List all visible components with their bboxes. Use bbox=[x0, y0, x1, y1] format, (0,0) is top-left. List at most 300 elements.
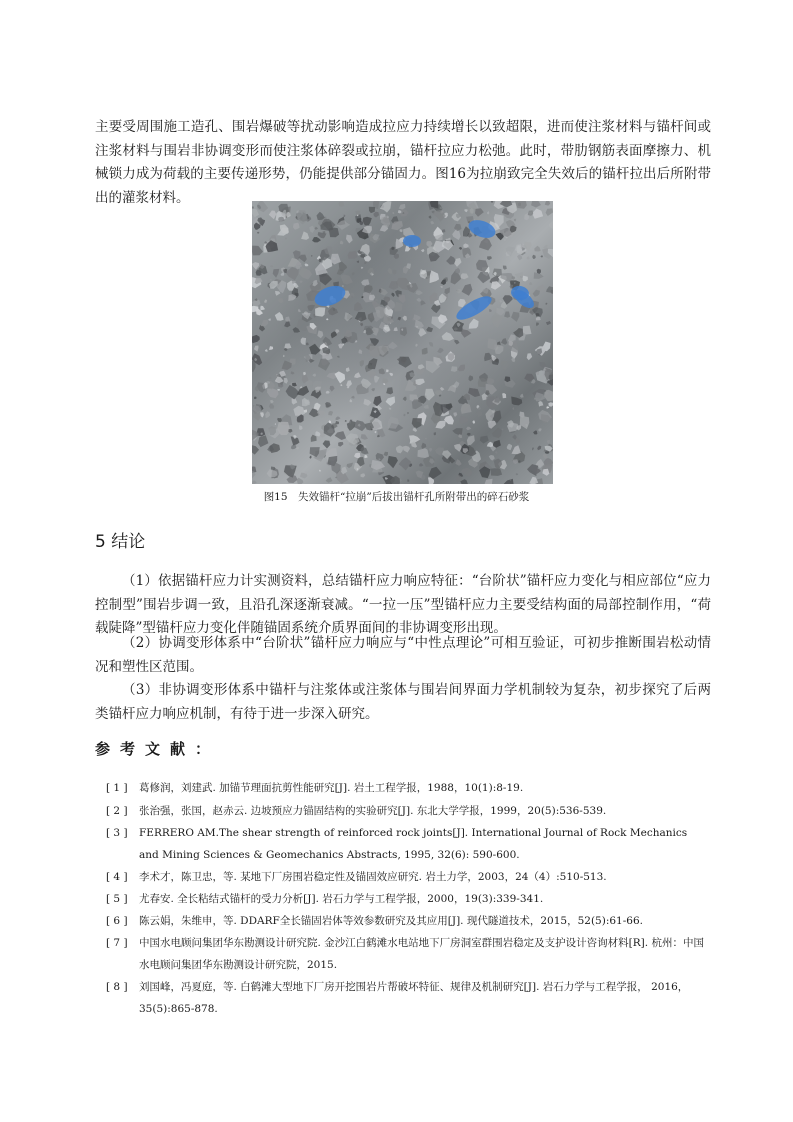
rock-fragment bbox=[461, 329, 471, 338]
rock-fragment bbox=[315, 307, 325, 316]
rock-fragment bbox=[431, 221, 435, 225]
rock-fragment bbox=[487, 442, 494, 447]
rock-fragment bbox=[273, 269, 280, 278]
reference-number: [ 1 ] bbox=[106, 782, 128, 794]
rock-fragment bbox=[511, 397, 522, 406]
rock-fragment bbox=[415, 320, 424, 330]
rock-fragment bbox=[442, 229, 445, 232]
rock-fragment bbox=[511, 312, 519, 322]
rock-fragment bbox=[269, 281, 278, 289]
rock-fragment bbox=[340, 241, 344, 245]
rock-fragment bbox=[339, 262, 347, 272]
rock-fragment bbox=[338, 343, 343, 348]
rock-fragment bbox=[296, 447, 299, 450]
rock-fragment bbox=[422, 348, 428, 355]
rock-fragment bbox=[425, 438, 427, 440]
rock-fragment bbox=[346, 367, 350, 372]
rock-fragment bbox=[311, 435, 317, 442]
rock-fragment bbox=[355, 312, 367, 322]
rock-fragment bbox=[513, 459, 519, 464]
rock-fragment bbox=[514, 219, 516, 222]
rock-fragment bbox=[452, 381, 459, 388]
rock-fragment bbox=[315, 227, 319, 230]
rock-fragment bbox=[503, 266, 507, 270]
rock-fragment bbox=[538, 401, 543, 407]
rock-fragment bbox=[344, 312, 352, 321]
rock-fragment bbox=[364, 285, 373, 294]
rock-fragment bbox=[454, 340, 459, 345]
rock-fragment bbox=[502, 283, 506, 288]
rock-fragment bbox=[386, 387, 393, 394]
rock-fragment bbox=[523, 276, 528, 282]
rock-fragment bbox=[541, 255, 544, 257]
rock-fragment bbox=[348, 251, 358, 259]
rock-fragment bbox=[259, 325, 265, 331]
rock-fragment bbox=[255, 386, 260, 392]
rock-fragment bbox=[428, 215, 431, 218]
rock-fragment bbox=[360, 360, 365, 366]
rock-fragment bbox=[533, 290, 540, 297]
rock-fragment bbox=[269, 235, 277, 242]
rock-fragment bbox=[351, 396, 354, 399]
rock-fragment bbox=[487, 378, 494, 384]
reference-item bbox=[106, 888, 710, 910]
rock-fragment bbox=[520, 416, 530, 430]
rock-fragment bbox=[346, 235, 353, 244]
rock-fragment bbox=[340, 384, 342, 386]
rock-fragment bbox=[361, 267, 364, 269]
rock-fragment bbox=[369, 295, 375, 301]
rock-fragment bbox=[533, 431, 537, 435]
rock-fragment bbox=[503, 479, 514, 484]
rock-fragment bbox=[531, 201, 541, 208]
rock-fragment bbox=[393, 270, 397, 275]
rock-fragment bbox=[326, 477, 333, 483]
rock-fragment bbox=[361, 473, 366, 477]
rock-fragment bbox=[350, 399, 353, 402]
rock-fragment bbox=[537, 446, 541, 451]
rock-fragment bbox=[360, 447, 368, 454]
rock-fragment bbox=[399, 294, 406, 303]
rock-fragment bbox=[489, 309, 492, 312]
rock-fragment bbox=[420, 269, 428, 279]
rock-fragment bbox=[412, 418, 422, 429]
rock-fragment bbox=[344, 329, 352, 337]
rock-fragment bbox=[435, 390, 443, 396]
rock-fragment bbox=[421, 443, 426, 449]
rock-fragment bbox=[475, 208, 484, 217]
rock-fragment bbox=[309, 372, 311, 374]
rock-fragment bbox=[354, 372, 361, 378]
rock-fragment bbox=[546, 321, 551, 325]
rock-fragment bbox=[546, 208, 553, 216]
rock-fragment bbox=[463, 243, 468, 248]
rock-fragment bbox=[420, 300, 425, 305]
rock-fragment bbox=[535, 392, 545, 401]
rock-fragment bbox=[363, 217, 372, 226]
rock-fragment bbox=[473, 420, 476, 424]
rock-fragment bbox=[536, 322, 539, 326]
rock-fragment bbox=[549, 221, 553, 229]
rock-fragment bbox=[269, 211, 277, 220]
rock-fragment bbox=[338, 442, 343, 447]
rock-fragment bbox=[480, 436, 489, 444]
rock-fragment bbox=[326, 318, 328, 320]
rock-fragment bbox=[416, 291, 424, 296]
rock-fragment bbox=[399, 457, 411, 470]
rock-fragment bbox=[444, 415, 454, 424]
rock-fragment bbox=[252, 335, 260, 343]
rock-fragment bbox=[252, 481, 257, 484]
rock-fragment bbox=[318, 359, 330, 371]
reference-item bbox=[106, 866, 710, 888]
rock-fragment bbox=[384, 452, 389, 456]
rock-fragment bbox=[277, 418, 282, 422]
rock-fragment bbox=[326, 391, 330, 394]
rock-fragment bbox=[517, 255, 522, 261]
rock-fragment bbox=[285, 238, 287, 240]
rock-fragment bbox=[502, 393, 506, 398]
rock-fragment bbox=[423, 405, 429, 409]
rock-fragment bbox=[302, 398, 310, 406]
rock-fragment bbox=[477, 272, 490, 283]
rock-fragment bbox=[400, 327, 407, 336]
references-heading: 参考文献： bbox=[95, 740, 221, 758]
reference-text: 李术才，陈卫忠，等. 某地下厂房围岩稳定性及锚固效应研究. 岩土力学，2003，24（4）:510-513. bbox=[139, 871, 607, 883]
rock-fragment bbox=[380, 288, 388, 296]
rock-fragment bbox=[490, 468, 502, 476]
rock-fragment bbox=[299, 425, 303, 430]
rock-fragment bbox=[546, 303, 548, 305]
rock-fragment bbox=[529, 477, 538, 484]
rock-fragment bbox=[264, 299, 267, 303]
reference-number: [ 3 ] bbox=[106, 827, 128, 839]
rock-fragment bbox=[407, 479, 409, 482]
rock-fragment bbox=[284, 343, 291, 348]
rock-fragment bbox=[400, 229, 403, 232]
rock-fragment bbox=[309, 226, 314, 233]
rock-fragment bbox=[347, 463, 354, 469]
rock-fragment bbox=[309, 344, 320, 355]
rock-fragment bbox=[386, 396, 396, 406]
rock-fragment bbox=[415, 344, 417, 347]
rock-fragment bbox=[254, 346, 259, 352]
rock-fragment bbox=[330, 254, 341, 265]
reference-item bbox=[106, 976, 710, 1020]
rock-fragment bbox=[502, 428, 504, 430]
rock-fragment bbox=[426, 327, 433, 332]
rock-fragment bbox=[319, 259, 322, 263]
rock-fragment bbox=[318, 232, 327, 238]
rock-fragment bbox=[252, 262, 259, 269]
rock-fragment bbox=[345, 420, 347, 422]
rock-fragment bbox=[501, 338, 507, 345]
rock-fragment bbox=[297, 386, 309, 396]
rock-fragment bbox=[346, 380, 352, 387]
rock-fragment bbox=[485, 479, 493, 484]
rock-fragment bbox=[286, 385, 300, 400]
rock-fragment bbox=[529, 282, 532, 285]
rock-fragment bbox=[269, 377, 271, 379]
rock-fragment bbox=[347, 386, 350, 388]
rock-fragment bbox=[328, 411, 333, 416]
rock-fragment bbox=[301, 338, 307, 346]
rock-fragment bbox=[291, 371, 295, 374]
rock-fragment bbox=[288, 429, 292, 433]
reference-text: 尤春安. 全长粘结式锚杆的受力分析[J]. 岩石力学与工程学报，2000，19(3):339-341. bbox=[139, 893, 544, 905]
rock-fragment bbox=[429, 252, 440, 262]
rock-fragment bbox=[388, 456, 398, 468]
reference-number: [ 4 ] bbox=[106, 871, 128, 883]
rock-fragment bbox=[270, 400, 274, 404]
rock-fragment bbox=[454, 224, 462, 231]
rock-fragment bbox=[319, 470, 321, 472]
rock-fragment bbox=[441, 279, 446, 285]
rock-fragment bbox=[458, 365, 466, 372]
rock-fragment bbox=[342, 285, 344, 287]
rock-fragment bbox=[512, 445, 521, 454]
rock-fragment bbox=[451, 366, 457, 372]
rock-fragment bbox=[547, 440, 550, 444]
rock-fragment bbox=[402, 316, 407, 321]
rock-fragment bbox=[260, 306, 265, 311]
rock-fragment bbox=[323, 440, 331, 448]
rock-fragment bbox=[284, 378, 288, 384]
rock-fragment bbox=[319, 274, 332, 286]
rock-fragment bbox=[369, 207, 375, 213]
rock-fragment bbox=[299, 267, 312, 280]
rock-fragment bbox=[396, 445, 404, 453]
rock-fragment bbox=[492, 427, 502, 438]
rock-fragment bbox=[527, 353, 533, 360]
rock-fragment bbox=[317, 411, 325, 418]
reference-text: 中国水电顾问集团华东勘测设计研究院. 金沙江白鹤滩水电站地下厂房洞室群围岩稳定及支护设计咨询材料[R]. 杭州：中国水电顾问集团华东勘测设计研究院，2015. bbox=[139, 937, 704, 971]
rock-fragment bbox=[343, 214, 345, 217]
rock-fragment bbox=[491, 281, 501, 290]
rock-fragment bbox=[458, 434, 462, 438]
rock-fragment bbox=[542, 454, 548, 459]
rock-fragment bbox=[329, 420, 332, 423]
rock-fragment bbox=[416, 298, 421, 302]
rock-fragment bbox=[515, 201, 527, 209]
rock-fragment bbox=[317, 330, 323, 338]
rock-fragment bbox=[444, 287, 450, 294]
conclusion-1: （1）依据锚杆应力计实测资料，总结锚杆应力响应特征：“台阶状”锚杆应力变化与相应部位“应力控制型”围岩步调一致，且沿孔深逐渐衰减。“一拉一压”型锚杆应力主要受结构面的局部控制作用，“荷载陡降”型锚杆应力变化伴随锚固系统介质界面间的非协调变形出现。 bbox=[95, 573, 711, 636]
rock-fragment bbox=[430, 270, 440, 283]
rock-fragment bbox=[394, 327, 398, 331]
rock-fragment bbox=[252, 246, 263, 256]
rock-fragment bbox=[468, 388, 480, 397]
rock-fragment bbox=[340, 274, 353, 284]
rock-fragment bbox=[538, 428, 541, 432]
reference-number: [ 6 ] bbox=[106, 915, 128, 927]
rock-fragment bbox=[466, 427, 471, 431]
conclusion-2: （2）协调变形体系中“台阶状”锚杆应力响应与“中性点理论”可相互验证，可初步推断围岩松动情况和塑性区范围。 bbox=[95, 635, 711, 675]
rock-fragment bbox=[429, 342, 433, 347]
rock-fragment bbox=[527, 256, 530, 259]
rock-fragment bbox=[534, 246, 540, 252]
rock-fragment bbox=[520, 394, 524, 398]
rock-fragment bbox=[469, 319, 479, 329]
rock-fragment bbox=[452, 428, 462, 435]
rock-fragment bbox=[328, 307, 338, 315]
rock-fragment bbox=[403, 414, 405, 417]
rock-fragment bbox=[456, 289, 461, 294]
rock-fragment bbox=[305, 263, 309, 266]
rock-fragment bbox=[467, 435, 475, 445]
rock-fragment bbox=[298, 309, 301, 312]
reference-text: 陈云娟，朱维申，等. DDARF全长锚固岩体等效参数研究及其应用[J]. 现代隧道技术，2015，52(5):61-66. bbox=[139, 915, 643, 927]
rock-fragment bbox=[434, 432, 436, 435]
rock-fragment bbox=[354, 302, 363, 311]
rock-fragment bbox=[454, 258, 461, 267]
rock-fragment bbox=[297, 478, 304, 484]
rock-fragment bbox=[388, 342, 398, 350]
rock-fragment bbox=[452, 229, 460, 240]
rock-fragment bbox=[283, 355, 285, 357]
rock-fragment bbox=[455, 459, 461, 466]
rock-fragment bbox=[293, 406, 305, 416]
rock-fragment bbox=[453, 412, 457, 417]
rock-fragment bbox=[371, 460, 385, 470]
rock-fragment bbox=[352, 272, 355, 275]
rock-fragment bbox=[269, 346, 273, 350]
rock-fragment bbox=[307, 305, 315, 311]
rock-fragment bbox=[278, 298, 284, 303]
rock-fragment bbox=[491, 201, 493, 203]
rock-fragment bbox=[389, 373, 393, 377]
rock-fragment bbox=[287, 475, 298, 483]
rock-fragment bbox=[335, 431, 347, 440]
reference-text: 刘国峰，冯夏庭，等. 白鹤滩大型地下厂房开挖围岩片帮破坏特征、规律及机制研究[J]. 岩石力学与工程学报， 2016，35(5):865-878. bbox=[139, 981, 689, 1015]
figure-caption: 图15 失效锚杆“拉崩”后拔出锚杆孔所附带出的碎石砂浆 bbox=[263, 491, 530, 503]
rock-fragment bbox=[275, 312, 284, 321]
rock-fragment bbox=[489, 455, 495, 461]
rock-fragment bbox=[539, 362, 546, 368]
rock-fragment bbox=[528, 210, 534, 215]
rock-fragment bbox=[358, 349, 362, 354]
rock-fragment bbox=[416, 379, 425, 385]
rock-fragment bbox=[285, 267, 298, 280]
rock-fragment bbox=[304, 410, 307, 413]
rock-fragment bbox=[512, 407, 514, 410]
rock-fragment bbox=[338, 202, 344, 207]
rock-fragment bbox=[397, 317, 401, 321]
rock-fragment bbox=[360, 323, 363, 327]
rock-fragment bbox=[300, 281, 303, 283]
rock-fragment bbox=[305, 471, 308, 473]
rock-fragment bbox=[386, 369, 389, 372]
rock-fragment bbox=[546, 406, 549, 409]
reference-item bbox=[106, 910, 710, 932]
reference-item bbox=[106, 800, 710, 822]
rock-fragment bbox=[374, 431, 376, 433]
rock-fragment bbox=[391, 293, 395, 297]
rock-fragment bbox=[442, 332, 454, 341]
rock-fragment bbox=[461, 403, 472, 414]
rock-fragment bbox=[281, 273, 285, 276]
conclusion-3: （3）非协调变形体系中锚杆与注浆体或注浆体与围岩间界面力学机制较为复杂，初步探究了后两类锚杆应力响应机制，有待于进一步深入研究。 bbox=[95, 682, 711, 722]
rock-fragment bbox=[268, 318, 271, 321]
rock-fragment bbox=[479, 237, 492, 250]
rock-fragment bbox=[313, 340, 318, 343]
rock-fragment bbox=[335, 421, 339, 424]
rock-fragment bbox=[360, 244, 370, 256]
rock-fragment bbox=[440, 286, 442, 288]
rock-fragment bbox=[349, 292, 355, 298]
rock-fragment bbox=[312, 374, 316, 377]
rock-fragment bbox=[357, 261, 360, 263]
figure-rock-mortar-photo bbox=[252, 201, 553, 484]
rock-fragment bbox=[363, 399, 371, 406]
rock-fragment bbox=[389, 408, 392, 410]
rock-fragment bbox=[488, 338, 498, 350]
reference-text: 葛修润，刘建武. 加锚节理面抗剪性能研究[J]. 岩土工程学报，1988，10(1):8-19. bbox=[139, 782, 524, 794]
rock-fragment bbox=[413, 314, 420, 321]
rock-fragment bbox=[311, 255, 313, 257]
rock-fragment bbox=[261, 320, 269, 326]
rock-fragment bbox=[437, 348, 444, 353]
rock-fragment bbox=[364, 261, 367, 264]
rock-fragment bbox=[403, 446, 410, 453]
rock-fragment bbox=[265, 411, 270, 418]
reference-number: [ 2 ] bbox=[106, 805, 128, 817]
rock-fragment bbox=[488, 421, 497, 429]
rock-fragment bbox=[389, 281, 399, 290]
rock-fragment bbox=[257, 232, 259, 234]
rock-fragment bbox=[459, 247, 462, 250]
rock-fragment bbox=[503, 238, 506, 241]
rock-fragment bbox=[293, 223, 300, 230]
rock-fragment bbox=[309, 456, 311, 459]
rock-fragment bbox=[487, 256, 492, 260]
rock-fragment bbox=[519, 230, 525, 236]
rock-fragment bbox=[373, 212, 379, 218]
rock-fragment bbox=[532, 209, 543, 219]
rock-fragment bbox=[467, 433, 471, 436]
rock-fragment bbox=[252, 445, 259, 455]
rock-fragment bbox=[487, 211, 489, 214]
rock-fragment bbox=[379, 368, 386, 374]
rock-fragment bbox=[270, 279, 273, 281]
rock-fragment bbox=[336, 417, 341, 421]
rock-fragment bbox=[292, 399, 298, 405]
rock-fragment bbox=[267, 388, 278, 398]
rock-fragment bbox=[403, 397, 407, 402]
reference-text: 张治强，张国，赵赤云. 边坡预应力锚固结构的实验研究[J]. 东北大学学报，1999，20(5):536-539. bbox=[139, 805, 607, 817]
rock-fragment bbox=[330, 386, 335, 392]
rock-fragment bbox=[407, 412, 409, 414]
rock-fragment bbox=[507, 444, 512, 450]
rock-fragment bbox=[409, 269, 412, 273]
rock-fragment bbox=[499, 300, 502, 303]
rock-fragment bbox=[382, 378, 388, 384]
rock-fragment bbox=[270, 265, 273, 267]
rock-fragment bbox=[258, 435, 268, 447]
rock-fragment bbox=[393, 212, 395, 214]
rock-fragment bbox=[446, 256, 456, 265]
rock-fragment bbox=[301, 231, 309, 240]
rock-fragment bbox=[380, 201, 392, 213]
reference-item bbox=[106, 822, 710, 866]
rock-fragment bbox=[515, 272, 523, 281]
rock-fragment bbox=[462, 284, 473, 296]
reference-item bbox=[106, 932, 710, 976]
rock-fragment bbox=[433, 210, 446, 222]
rock-fragment bbox=[504, 312, 510, 318]
reference-number: [ 7 ] bbox=[106, 937, 128, 949]
rock-fragment bbox=[275, 291, 280, 296]
